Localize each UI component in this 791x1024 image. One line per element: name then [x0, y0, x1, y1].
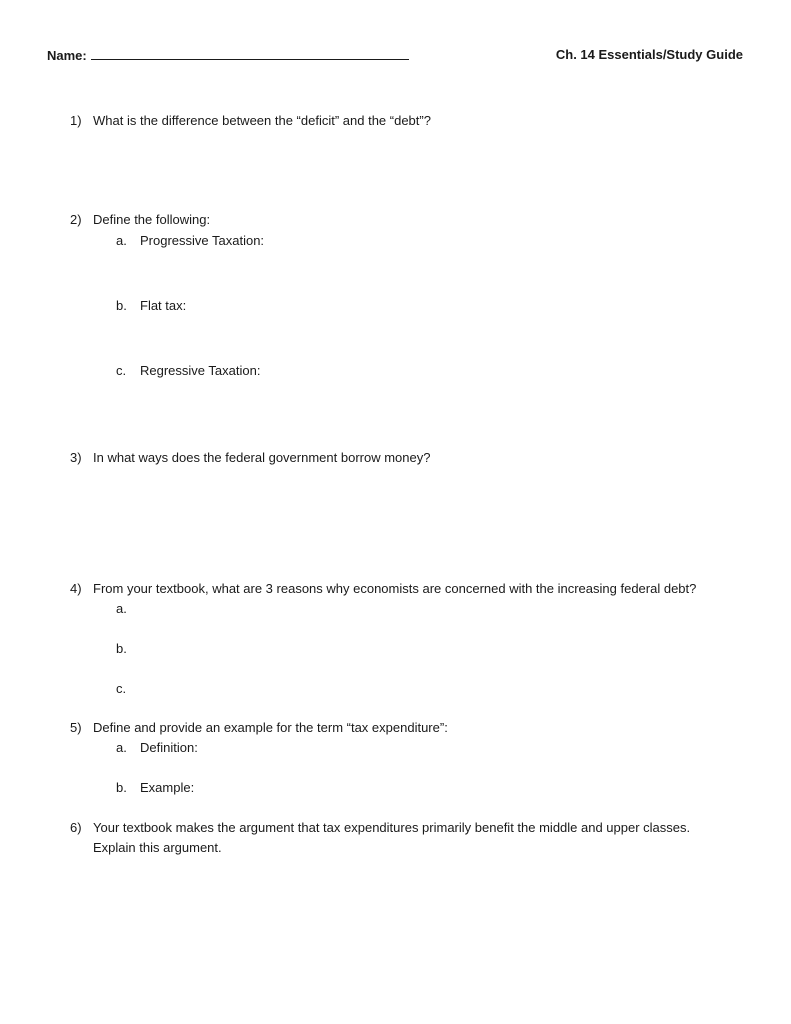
question-3-number: 3) [70, 450, 82, 465]
question-4-text: From your textbook, what are 3 reasons why economists are concerned with the increasing federal debt? [93, 581, 697, 596]
question-5-text: Define and provide an example for the term “tax expenditure”: [93, 720, 448, 735]
question-2a-text: Progressive Taxation: [140, 233, 265, 248]
question-1-text: What is the difference between the “deficit” and the “debt”? [93, 113, 431, 128]
question-4-number: 4) [70, 581, 82, 596]
name-blank-line [91, 47, 409, 60]
question-2b-letter: b. [116, 298, 127, 313]
question-5a-text: Definition: [140, 740, 198, 755]
name-label: Name: [47, 48, 87, 63]
question-2a-letter: a. [116, 233, 127, 248]
question-5-number: 5) [70, 720, 82, 735]
question-5a-letter: a. [116, 740, 127, 755]
question-1-number: 1) [70, 113, 82, 128]
question-2-number: 2) [70, 212, 82, 227]
question-5b-letter: b. [116, 780, 127, 795]
question-6-number: 6) [70, 820, 82, 835]
question-6-text: Your textbook makes the argument that tax expenditures primarily benefit the middle and upper classes. [93, 820, 691, 835]
question-6-text-line2: Explain this argument. [93, 840, 222, 855]
page-title: Ch. 14 Essentials/Study Guide [555, 47, 743, 62]
question-2c-text: Regressive Taxation: [140, 363, 261, 378]
question-2c-letter: c. [116, 363, 127, 378]
question-5b-text: Example: [140, 780, 195, 795]
question-3-text: In what ways does the federal government borrow money? [93, 450, 431, 465]
question-4c-letter: c. [116, 681, 127, 696]
question-4b-letter: b. [116, 641, 127, 656]
question-4a-letter: a. [116, 601, 127, 616]
question-2b-text: Flat tax: [140, 298, 187, 313]
name-field [47, 47, 409, 64]
question-2-text: Define the following: [93, 212, 211, 227]
